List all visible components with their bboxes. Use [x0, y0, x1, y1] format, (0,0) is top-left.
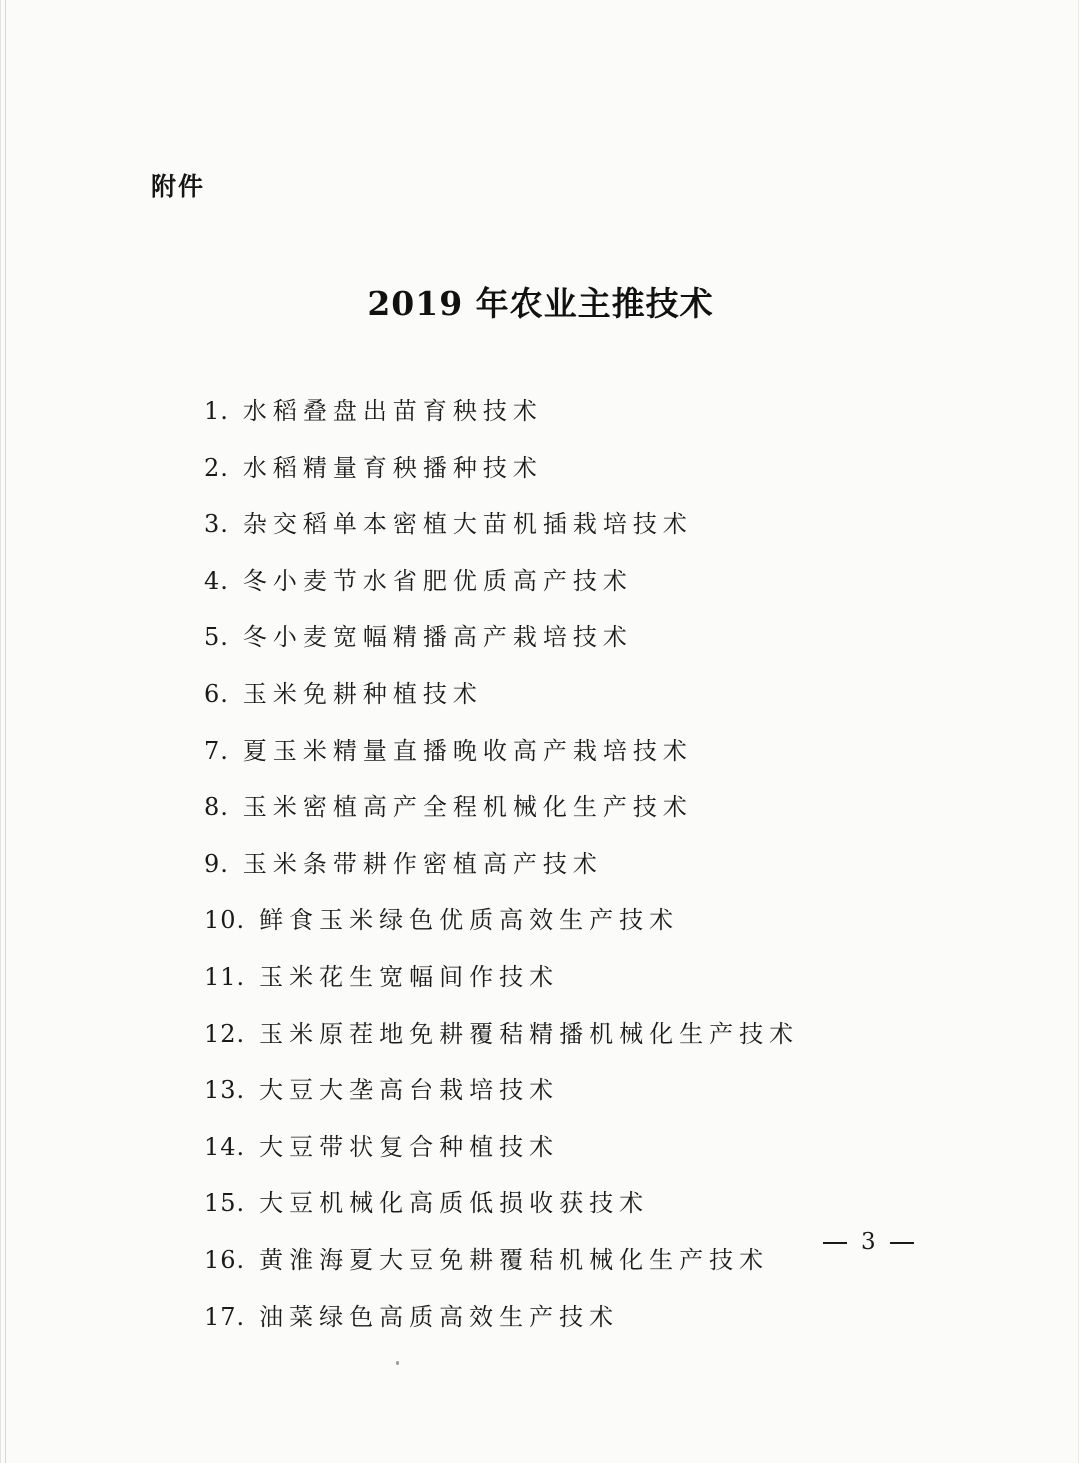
list-item-number: 9.	[204, 849, 229, 878]
list-item-text: 杂交稻单本密植大苗机插栽培技术	[242, 510, 693, 539]
list-item-text: 玉米条带耕作密植高产技术	[242, 849, 603, 878]
attachment-label: 附件	[151, 172, 206, 201]
list-item	[204, 957, 799, 1014]
list-item-number: 5.	[204, 623, 229, 652]
list-item-number: 4.	[204, 566, 229, 595]
list-item-number: 1.	[204, 397, 229, 425]
list-item-text: 黄淮海夏大豆免耕覆秸机械化生产技术	[259, 1245, 770, 1274]
list-item	[204, 674, 799, 731]
page-number-dash-right	[890, 1242, 914, 1244]
list-item-text: 夏玉米精量直播晚收高产栽培技术	[242, 736, 693, 765]
list-item-text: 大豆带状复合种植技术	[259, 1132, 560, 1161]
list-item	[204, 391, 799, 448]
list-item	[204, 1127, 799, 1184]
list-item	[204, 1014, 799, 1071]
list-item-text: 玉米密植高产全程机械化生产技术	[242, 793, 693, 822]
list-item-number: 8.	[204, 793, 229, 822]
list-item	[204, 1297, 799, 1354]
list-item-number: 2.	[204, 453, 229, 482]
technology-list	[204, 391, 799, 1353]
page-number: 3	[861, 1229, 876, 1255]
list-item-number: 12.	[204, 1019, 246, 1048]
list-item-text: 水稻叠盘出苗育秧技术	[242, 397, 543, 425]
list-item-number: 3.	[204, 510, 229, 539]
list-item	[204, 1183, 799, 1240]
list-item-text: 水稻精量育秧播种技术	[242, 453, 543, 482]
list-item	[204, 504, 799, 561]
list-item	[204, 1070, 799, 1127]
list-item-number: 17.	[204, 1302, 246, 1331]
list-item	[204, 1240, 799, 1297]
list-item-text: 玉米原茬地免耕覆秸精播机械化生产技术	[259, 1019, 800, 1048]
list-item-number: 7.	[204, 736, 229, 765]
list-item-number: 10.	[204, 906, 246, 935]
page-edge-shadow	[5, 0, 6, 1463]
list-item	[204, 617, 799, 674]
document-title: 2019 年农业主推技术	[367, 284, 714, 323]
list-item	[204, 900, 799, 957]
list-item-text: 大豆机械化高质低损收获技术	[259, 1189, 650, 1218]
list-item	[204, 561, 799, 618]
list-item-number: 14.	[204, 1132, 246, 1161]
list-item-text: 玉米花生宽幅间作技术	[259, 962, 560, 991]
list-item	[204, 448, 799, 505]
list-item-text: 冬小麦宽幅精播高产栽培技术	[242, 623, 633, 652]
list-item-number: 11.	[204, 962, 246, 991]
list-item-number: 13.	[204, 1076, 246, 1105]
list-item	[204, 787, 799, 844]
list-item-text: 鲜食玉米绿色优质高效生产技术	[259, 906, 680, 935]
list-item-text: 油菜绿色高质高效生产技术	[259, 1302, 620, 1331]
list-item-text: 冬小麦节水省肥优质高产技术	[242, 566, 633, 595]
list-item	[204, 731, 799, 788]
list-item-text: 玉米免耕种植技术	[242, 679, 483, 708]
list-item-number: 6.	[204, 679, 229, 708]
page-number-dash-left	[823, 1242, 847, 1244]
list-item-text: 大豆大垄高台栽培技术	[259, 1076, 560, 1105]
list-item-number: 16.	[204, 1245, 246, 1274]
list-item-number: 15.	[204, 1189, 246, 1218]
page-number-footer	[823, 1226, 914, 1258]
scan-speck	[396, 1361, 399, 1365]
list-item	[204, 844, 799, 901]
